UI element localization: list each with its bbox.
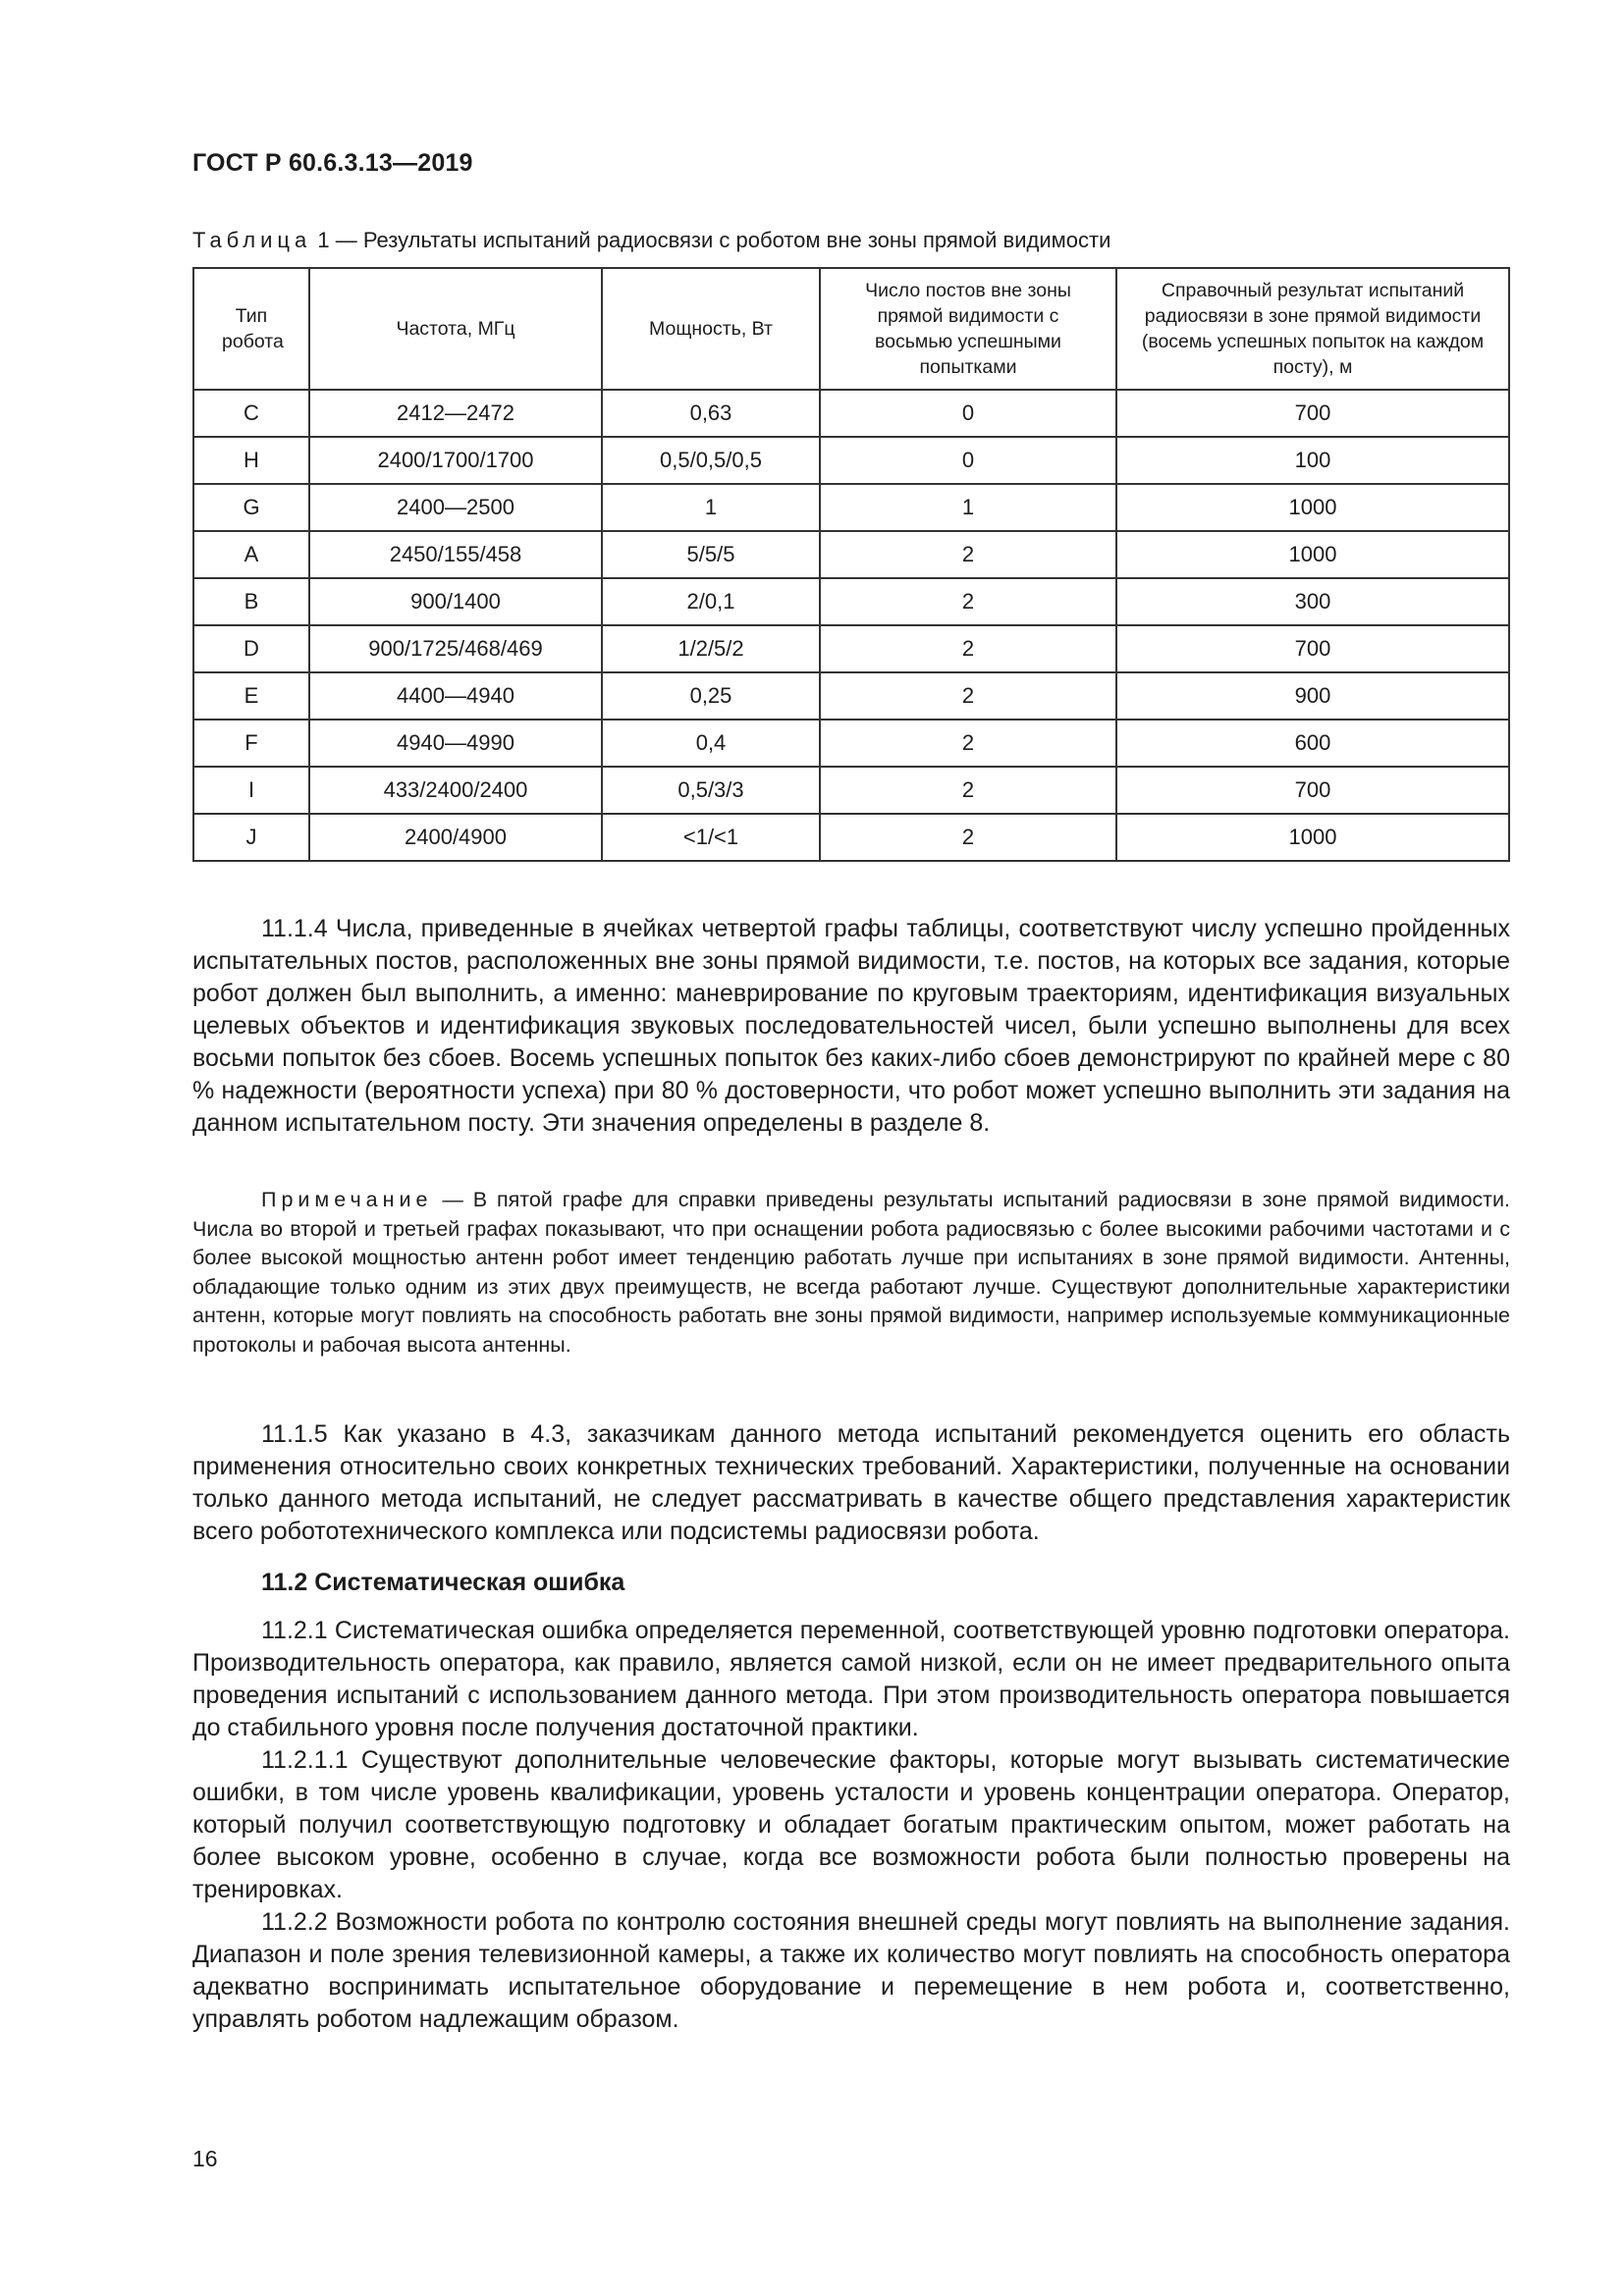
posts-count-cell: 2 (820, 672, 1116, 720)
paragraph-11-1-4-block (192, 913, 1510, 1140)
table-row (193, 531, 1509, 578)
table-row (193, 814, 1509, 861)
paragraph-11-2-1-1: 11.2.1.1 Существуют дополнительные человеческие факторы, которые могут вызывать систематические ошибки, в том числе уровень квалификации, уровень усталости и уровень концентрации оператора. Оператор, который получил соответствующую подготовку и обладает богатым практическим опытом, может работать на более высоком уровне, особенно в случае, когда все возможности робота были полностью проверены на тренировках. (192, 1746, 1510, 1903)
power-cell: 5/5/5 (602, 531, 820, 578)
paragraph-11-2-2: 11.2.2 Возможности робота по контролю состояния внешней среды могут повлиять на выполнение задания. Диапазон и поле зрения телевизионной камеры, а также их количество могут повлиять на способность оператора адекватно воспринимать испытательное оборудование и перемещение в нем робота и, соответственно, управлять роботом надлежащим образом. (192, 1908, 1510, 2033)
paragraph-11-1-5-block (192, 1418, 1510, 1548)
power-cell: 1 (602, 484, 820, 531)
robot-type-cell: F (193, 720, 309, 767)
reference-result-cell: 100 (1116, 437, 1509, 484)
reference-result-cell: 700 (1116, 625, 1509, 672)
header-reference-result: Справочный результат испытаний радиосвязи в зоне прямой видимости (восемь успешных попыток на каждом посту), м (1116, 268, 1509, 390)
posts-count-cell: 0 (820, 437, 1116, 484)
frequency-cell: 900/1400 (309, 578, 602, 625)
reference-result-cell: 600 (1116, 720, 1509, 767)
posts-count-cell: 2 (820, 578, 1116, 625)
power-cell: 0,25 (602, 672, 820, 720)
power-cell: 0,63 (602, 390, 820, 437)
robot-type-cell: H (193, 437, 309, 484)
note-text: — В пятой графе для справки приведены результаты испытаний радиосвязи в зоне прямой видимости. Числа во второй и третьей графах показывают, что при оснащении робота радиосвязью с более высокими рабочими частотами и с более высокой мощностью антенн робот имеет тенденцию работать лучше при испытаниях в зоне прямой видимости. Антенны, обладающие только одним из этих двух преимуществ, не всегда работают лучше. Существуют дополнительные характеристики антенн, которые могут повлиять на способность работать вне зоны прямой видимости, например используемые коммуникационные протоколы и рабочая высота антенны. (192, 1188, 1510, 1357)
posts-count-cell: 2 (820, 814, 1116, 861)
robot-type-cell: I (193, 767, 309, 814)
frequency-cell: 2450/155/458 (309, 531, 602, 578)
power-cell: <1/<1 (602, 814, 820, 861)
frequency-cell: 4940—4990 (309, 720, 602, 767)
table-row (193, 767, 1509, 814)
power-cell: 1/2/5/2 (602, 625, 820, 672)
robot-type-cell: A (193, 531, 309, 578)
robot-type-cell: G (193, 484, 309, 531)
frequency-cell: 900/1725/468/469 (309, 625, 602, 672)
header-frequency: Частота, МГц (309, 268, 602, 390)
document-header: ГОСТ Р 60.6.3.13—2019 (192, 149, 473, 177)
note-label: Примечание (261, 1188, 433, 1211)
table-row (193, 390, 1509, 437)
reference-result-cell: 1000 (1116, 531, 1509, 578)
paragraph-11-1-5: 11.1.5 Как указано в 4.3, заказчикам данного метода испытаний рекомендуется оценить его область применения относительно своих конкретных технических требований. Характеристики, полученные на основании только данного метода испытаний, не следует рассматривать в качестве общего представления характеристик всего робототехнического комплекса или подсистемы радиосвязи робота. (192, 1420, 1510, 1545)
table-caption-text: 1 — Результаты испытаний радиосвязи с роботом вне зоны прямой видимости (311, 228, 1111, 252)
posts-count-cell: 0 (820, 390, 1116, 437)
reference-result-cell: 700 (1116, 390, 1509, 437)
posts-count-cell: 1 (820, 484, 1116, 531)
robot-type-cell: B (193, 578, 309, 625)
header-posts-count: Число постов вне зоны прямой видимости с восьмью успешными попытками (820, 268, 1116, 390)
reference-result-cell: 1000 (1116, 814, 1509, 861)
table-header-row (193, 268, 1509, 390)
frequency-cell: 4400—4940 (309, 672, 602, 720)
reference-result-cell: 300 (1116, 578, 1509, 625)
posts-count-cell: 2 (820, 625, 1116, 672)
table-row (193, 437, 1509, 484)
results-table (192, 267, 1510, 862)
robot-type-cell: J (193, 814, 309, 861)
table-row (193, 625, 1509, 672)
table-caption (192, 228, 1110, 253)
table-row (193, 578, 1509, 625)
frequency-cell: 2400/4900 (309, 814, 602, 861)
posts-count-cell: 2 (820, 767, 1116, 814)
paragraph-11-2-1: 11.2.1 Систематическая ошибка определяется переменной, соответствующей уровню подготовки оператора. Производительность оператора, как правило, является самой низкой, если он не имеет предварительного опыта проведения испытаний с использованием данного метода. При этом производительность оператора повышается до стабильного уровня после получения достаточной практики. (192, 1617, 1510, 1741)
posts-count-cell: 2 (820, 720, 1116, 767)
robot-type-cell: D (193, 625, 309, 672)
frequency-cell: 2400/1700/1700 (309, 437, 602, 484)
frequency-cell: 433/2400/2400 (309, 767, 602, 814)
note-paragraph (192, 1186, 1510, 1360)
frequency-cell: 2412—2472 (309, 390, 602, 437)
table-row (193, 672, 1509, 720)
table-row (193, 484, 1509, 531)
robot-type-cell: C (193, 390, 309, 437)
frequency-cell: 2400—2500 (309, 484, 602, 531)
power-cell: 2/0,1 (602, 578, 820, 625)
reference-result-cell: 700 (1116, 767, 1509, 814)
power-cell: 0,4 (602, 720, 820, 767)
section-11-2-body (192, 1615, 1510, 2036)
power-cell: 0,5/3/3 (602, 767, 820, 814)
posts-count-cell: 2 (820, 531, 1116, 578)
header-robot-type: Тип робота (193, 268, 309, 390)
page-number: 16 (192, 2146, 218, 2171)
reference-result-cell: 900 (1116, 672, 1509, 720)
paragraph-11-1-4: 11.1.4 Числа, приведенные в ячейках четвертой графы таблицы, соответствуют числу успешно пройденных испытательных постов, расположенных вне зоны прямой видимости, т.е. постов, на которых все задания, которые робот должен был выполнить, а именно: маневрирование по круговым траекториям, идентификация визуальных целевых объектов и идентификация звуковых последовательностей чисел, были успешно выполнены для всех восьми попыток без сбоев. Восемь успешных попыток без каких-либо сбоев демонстрируют по крайней мере с 80 % надежности (вероятности успеха) при 80 % достоверности, что робот может успешно выполнить эти задания на данном испытательном посту. Эти значения определены в разделе 8. (192, 915, 1510, 1137)
note-block (192, 1186, 1510, 1360)
table-caption-prefix: Таблица (192, 228, 312, 252)
table-body (193, 390, 1509, 861)
robot-type-cell: E (193, 672, 309, 720)
table-row (193, 720, 1509, 767)
header-power: Мощность, Вт (602, 268, 820, 390)
power-cell: 0,5/0,5/0,5 (602, 437, 820, 484)
reference-result-cell: 1000 (1116, 484, 1509, 531)
section-heading-11-2: 11.2 Систематическая ошибка (261, 1569, 625, 1596)
